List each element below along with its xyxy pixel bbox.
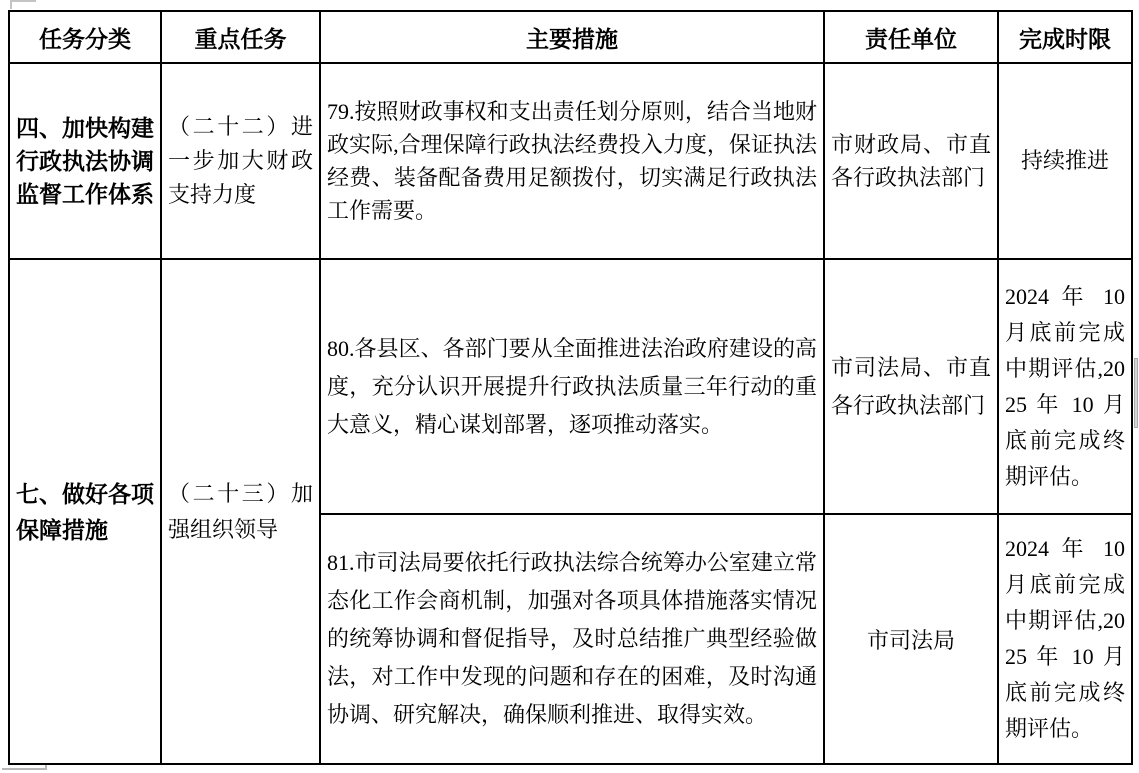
cell-measure-79: 79.按照财政事权和支出责任划分原则，结合当地财政实际,合理保障行政执法经费投入力度，保证执法经费、装备配备费用足额拨付，切实满足行政执法工作需要。 [320,63,824,259]
table-row-measure-80 [9,259,1132,514]
cell-category-4: 四、加快构建行政执法协调监督工作体系 [9,63,161,259]
cell-measure-81: 81.市司法局要依托行政执法综合统筹办公室建立常态化工作会商机制，加强对各项具体措施落实情况的统筹协调和督促指导，及时总结推广典型经验做法，对工作中发现的问题和存在的困难，及时沟通协调、研究解决，确保顺利推进、取得实效。 [320,514,824,764]
header-responsible-unit: 责任单位 [824,11,998,63]
cell-key-task-22: （二十二）进一步加大财政支持力度 [161,63,320,259]
cell-category-7: 七、做好各项保障措施 [9,259,161,764]
task-measures-table [8,10,1133,765]
cell-key-task-23: （二十三）加强组织领导 [161,259,320,764]
cell-deadline-80: 2024 年 10 月底前完成中期评估,2025 年 10 月底前完成终期评估。 [998,259,1132,514]
page-corner-mark-horizontal [12,0,36,2]
header-row [9,11,1132,63]
cell-unit-81: 市司法局 [824,514,998,764]
header-main-measures: 主要措施 [320,11,824,63]
scrollbar-thumb[interactable] [1134,358,1138,428]
header-key-task: 重点任务 [161,11,320,63]
cell-unit-80: 市司法局、市直各行政执法部门 [824,259,998,514]
table-handle-mark-horizontal [2,768,47,770]
cell-measure-80: 80.各县区、各部门要从全面推进法治政府建设的高度，充分认识开展提升行政执法质量三年行动的重大意义，精心谋划部署，逐项推动落实。 [320,259,824,514]
cell-unit-79: 市财政局、市直各行政执法部门 [824,63,998,259]
header-task-category: 任务分类 [9,11,161,63]
cell-deadline-79: 持续推进 [998,63,1132,259]
table-row-measure-79 [9,63,1132,259]
cell-deadline-81: 2024 年 10 月底前完成中期评估,2025 年 10 月底前完成终期评估。 [998,514,1132,764]
header-completion-deadline: 完成时限 [998,11,1132,63]
